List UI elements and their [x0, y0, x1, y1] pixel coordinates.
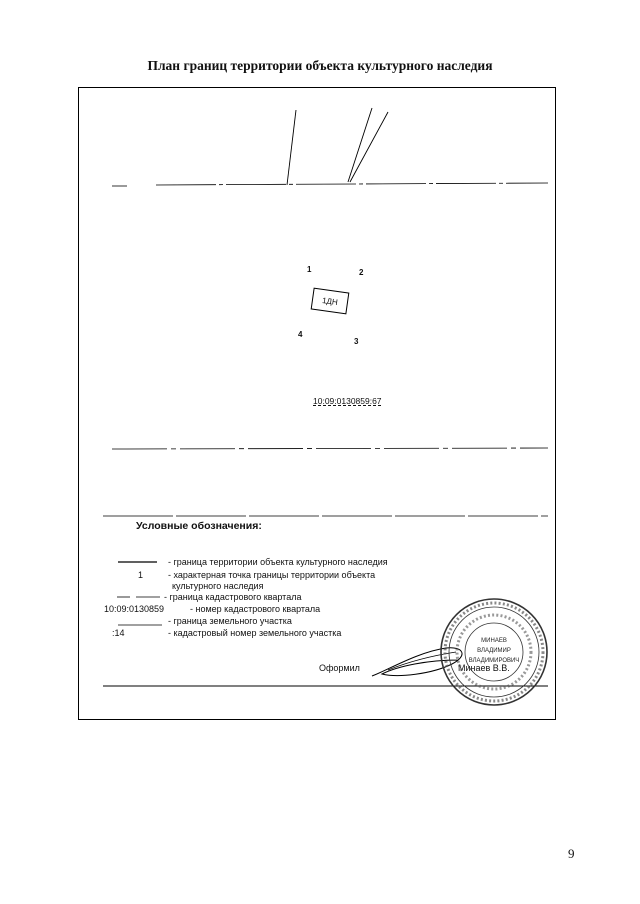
building-label: 1ДН: [321, 295, 339, 307]
legend-text: - граница территории объекта культурного наследия: [168, 557, 388, 567]
legend-text: - номер кадастрового квартала: [190, 604, 321, 614]
legend-title: Условные обозначения:: [136, 520, 262, 532]
svg-text:ВЛАДИМИР: ВЛАДИМИР: [477, 648, 511, 654]
point-label-4: 4: [298, 330, 303, 339]
quarter-boundary: [112, 448, 548, 449]
legend-text: - кадастровый номер земельного участка: [168, 628, 342, 638]
legend-symbol-quarter-number: 10:09:0130859: [104, 604, 165, 614]
legend-text-continuation: культурного наследия: [172, 581, 264, 591]
point-label-3: 3: [354, 337, 359, 346]
boundary-line: [350, 112, 388, 182]
legend-symbol-plot-number: :14: [112, 628, 125, 638]
quarter-boundary: [156, 183, 548, 185]
legend-text: - характерная точка границы территории объекта: [168, 570, 376, 580]
cadastral-number-label: 10:09:0130859:67: [313, 396, 382, 406]
boundary-line: [348, 108, 372, 182]
signer-name: Минаев В.В.: [458, 663, 510, 673]
point-label-2: 2: [359, 268, 364, 277]
official-stamp: [438, 596, 550, 708]
legend-text: - граница земельного участка: [168, 616, 292, 626]
legend-symbol-point: 1: [138, 570, 144, 580]
signature-label: Оформил: [319, 663, 360, 673]
boundary-line: [287, 110, 296, 185]
legend-text: - граница кадастрового квартала: [164, 592, 302, 602]
document-title: План границ территории объекта культурного наследия: [147, 58, 493, 73]
svg-text:МИНАЕВ: МИНАЕВ: [481, 638, 507, 644]
svg-text:ВЛАДИМИРОВИЧ: ВЛАДИМИРОВИЧ: [468, 658, 520, 664]
point-label-1: 1: [307, 265, 312, 274]
page-number: 9: [568, 846, 575, 861]
